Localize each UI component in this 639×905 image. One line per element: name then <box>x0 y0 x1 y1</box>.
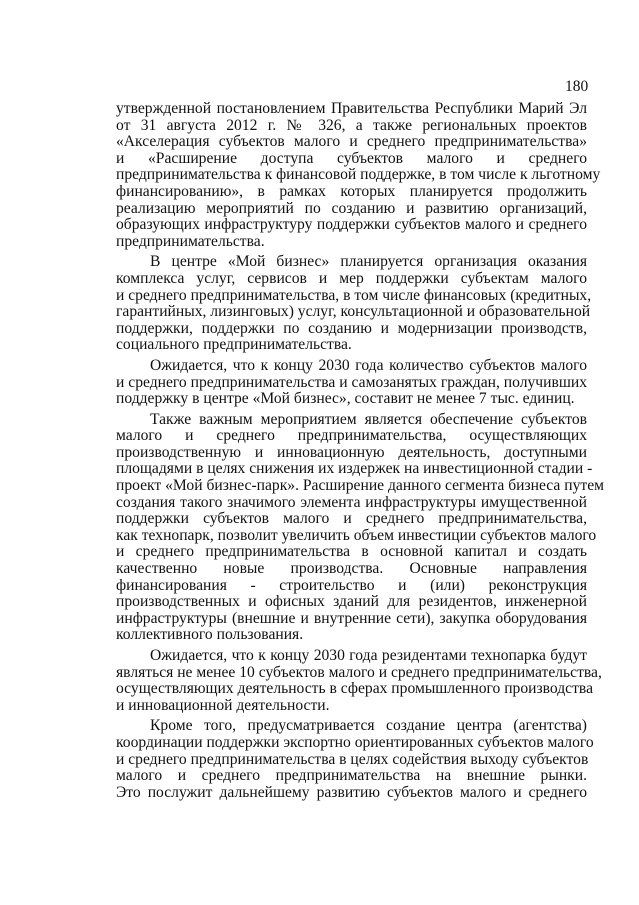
text-line: инфраструктуры (внешние и внутренние сети), закупка оборудования <box>116 609 587 627</box>
text-line: социального предпринимательства. <box>116 336 352 354</box>
text-line: В центре «Мой бизнес» планируется организация оказания <box>150 253 587 271</box>
text-line: коллективного пользования. <box>116 626 304 644</box>
text-line: производственную и инновационную деятельность, доступными <box>116 443 587 461</box>
text-line: Кроме того, предусматривается создание центра (агентства) <box>150 717 587 735</box>
text-line: качественно новые производства. Основные направления <box>116 560 587 578</box>
text-line: «Акселерация субъектов малого и среднего предпринимательства» <box>116 133 587 151</box>
paragraph <box>116 358 587 408</box>
text-line: как технопарк, позволит увеличить объем инвестиции субъектов малого <box>116 526 597 544</box>
text-line: Это послужит дальнейшему развитию субъектов малого и среднего <box>116 783 587 801</box>
text-line: и среднего предпринимательства и самозанятых граждан, получивших <box>116 373 587 391</box>
paragraph <box>116 100 601 250</box>
text-line: производственных и офисных зданий для резидентов, инженерной <box>116 593 587 611</box>
text-line: и «Расширение доступа субъектов малого и среднего <box>116 149 587 167</box>
text-line: от 31 августа 2012 г. № 326, а также региональных проектов <box>116 116 587 134</box>
paragraph <box>116 253 592 354</box>
text-line: Также важным мероприятием является обеспечение субъектов <box>150 410 587 428</box>
text-line: и инновационной деятельности. <box>116 696 330 714</box>
text-line: проект «Мой бизнес-парк». Расширение данного сегмента бизнеса путем <box>116 477 604 495</box>
text-line: утвержденной постановлением Правительства Республики Марий Эл <box>116 100 587 117</box>
text-line: осуществляющих деятельность в сферах промышленного производства <box>116 680 593 698</box>
text-line: финансированию», в рамках которых планируется продолжить <box>116 182 587 200</box>
text-line: образующих инфраструктуру поддержки субъектов малого и среднего <box>116 216 587 234</box>
text-line: являться не менее 10 субъектов малого и среднего предпринимательства, <box>116 663 602 681</box>
text-line: поддержку в центре «Мой бизнес», составит не менее 7 тыс. единиц. <box>116 390 575 408</box>
paragraph <box>116 647 602 714</box>
paragraph <box>116 717 594 801</box>
text-line: поддержки, поддержки по созданию и модернизации производств, <box>116 319 587 337</box>
text-line: Ожидается, что к концу 2030 года количество субъектов малого <box>150 356 587 374</box>
text-line: создания такого значимого элемента инфраструктуры имущественной <box>116 493 587 511</box>
text-line: малого и среднего предпринимательства, осуществляющих <box>116 427 587 445</box>
text-line: реализацию мероприятий по созданию и развитию организаций, <box>116 199 587 217</box>
text-line: площадями в целях снижения их издержек на инвестиционной стадии - <box>116 460 593 478</box>
text-line: поддержки субъектов малого и среднего предпринимательства, <box>116 510 587 528</box>
text-line: и среднего предпринимательства, в том числе финансовых (кредитных, <box>116 286 592 304</box>
text-line: предпринимательства. <box>116 232 265 250</box>
text-line: предпринимательства к финансовой поддержке, в том числе к льготному <box>116 166 601 184</box>
paragraph <box>116 410 604 644</box>
text-line: комплекса услуг, сервисов и мер поддержки субъектам малого <box>116 269 587 287</box>
text-line: Ожидается, что к концу 2030 года резидентами технопарка будут <box>150 647 587 664</box>
document-body <box>116 100 604 801</box>
text-line: малого и среднего предпринимательства на внешние рынки. <box>116 767 587 785</box>
text-line: и среднего предпринимательства в целях содействия выходу субъектов <box>116 750 589 768</box>
text-line: координации поддержки экспортно ориентированных субъектов малого <box>116 733 594 751</box>
page-number: 180 <box>565 78 589 95</box>
text-line: и среднего предпринимательства в основной капитал и создать <box>116 543 587 561</box>
text-line: финансирования - строительство и (или) реконструкция <box>116 576 587 594</box>
text-line: гарантийных, лизинговых) услуг, консультационной и образовательной <box>116 303 591 321</box>
